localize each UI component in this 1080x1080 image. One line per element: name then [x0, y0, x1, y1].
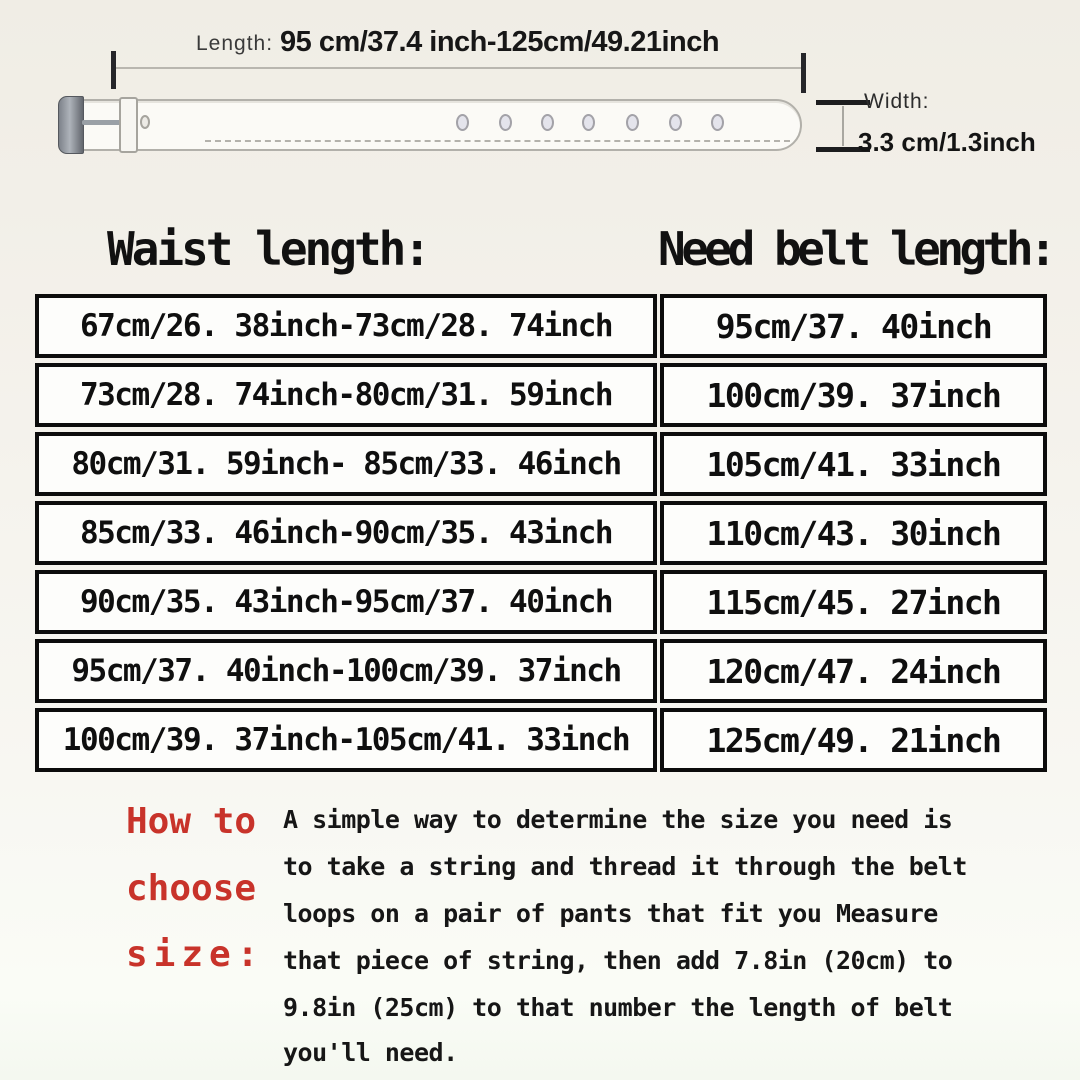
need-belt-length-header: Need belt length: [658, 222, 1053, 276]
waist-cell: 100cm/39. 37inch-105cm/41. 33inch [35, 708, 657, 772]
how-to-text-line: loops on a pair of pants that fit you Measure [283, 899, 938, 928]
belt-cell: 120cm/47. 24inch [660, 639, 1047, 703]
how-to-text-line: A simple way to determine the size you need is [283, 805, 953, 834]
width-label: Width: [864, 90, 930, 113]
waist-cell: 73cm/28. 74inch-80cm/31. 59inch [35, 363, 657, 427]
how-to-text-line: that piece of string, then add 7.8in (20cm) to [283, 946, 953, 975]
belt-cell: 105cm/41. 33inch [660, 432, 1047, 496]
length-measure-line [115, 67, 803, 69]
belt-strap-illustration [78, 99, 802, 151]
how-to-text-line: 9.8in (25cm) to that number the length of belt [283, 993, 953, 1022]
waist-cell: 80cm/31. 59inch- 85cm/33. 46inch [35, 432, 657, 496]
belt-hole [499, 114, 512, 131]
how-to-text-line: to take a string and thread it through the belt [283, 852, 967, 881]
belt-hole [669, 114, 682, 131]
belt-keeper-loop [119, 97, 138, 153]
belt-cell: 115cm/45. 27inch [660, 570, 1047, 634]
width-measure-line [842, 106, 844, 146]
length-tick-left [111, 51, 116, 89]
length-tick-right [801, 53, 806, 93]
how-to-label-line: size: [126, 934, 265, 975]
belt-hole [626, 114, 639, 131]
width-value: 3.3 cm/1.3inch [858, 127, 1036, 157]
belt-cell: 95cm/37. 40inch [660, 294, 1047, 358]
length-value: 95 cm/37.4 inch-125cm/49.21inch [280, 26, 720, 58]
belt-hole [711, 114, 724, 131]
waist-cell: 85cm/33. 46inch-90cm/35. 43inch [35, 501, 657, 565]
waist-cell: 90cm/35. 43inch-95cm/37. 40inch [35, 570, 657, 634]
length-label: Length: [196, 32, 274, 55]
belt-cell: 110cm/43. 30inch [660, 501, 1047, 565]
belt-stitching [205, 140, 790, 142]
how-to-label-line: choose [126, 868, 257, 909]
belt-hole [456, 114, 469, 131]
width-tick-top [816, 100, 870, 105]
waist-cell: 95cm/37. 40inch-100cm/39. 37inch [35, 639, 657, 703]
belt-cell: 100cm/39. 37inch [660, 363, 1047, 427]
belt-hole [140, 115, 150, 129]
waist-length-header: Waist length: [107, 222, 429, 276]
how-to-label-line: How to [126, 801, 257, 842]
belt-hole [541, 114, 554, 131]
waist-cell: 67cm/26. 38inch-73cm/28. 74inch [35, 294, 657, 358]
belt-cell: 125cm/49. 21inch [660, 708, 1047, 772]
belt-buckle [58, 96, 84, 154]
how-to-text-line: you'll need. [283, 1038, 458, 1067]
belt-hole [582, 114, 595, 131]
